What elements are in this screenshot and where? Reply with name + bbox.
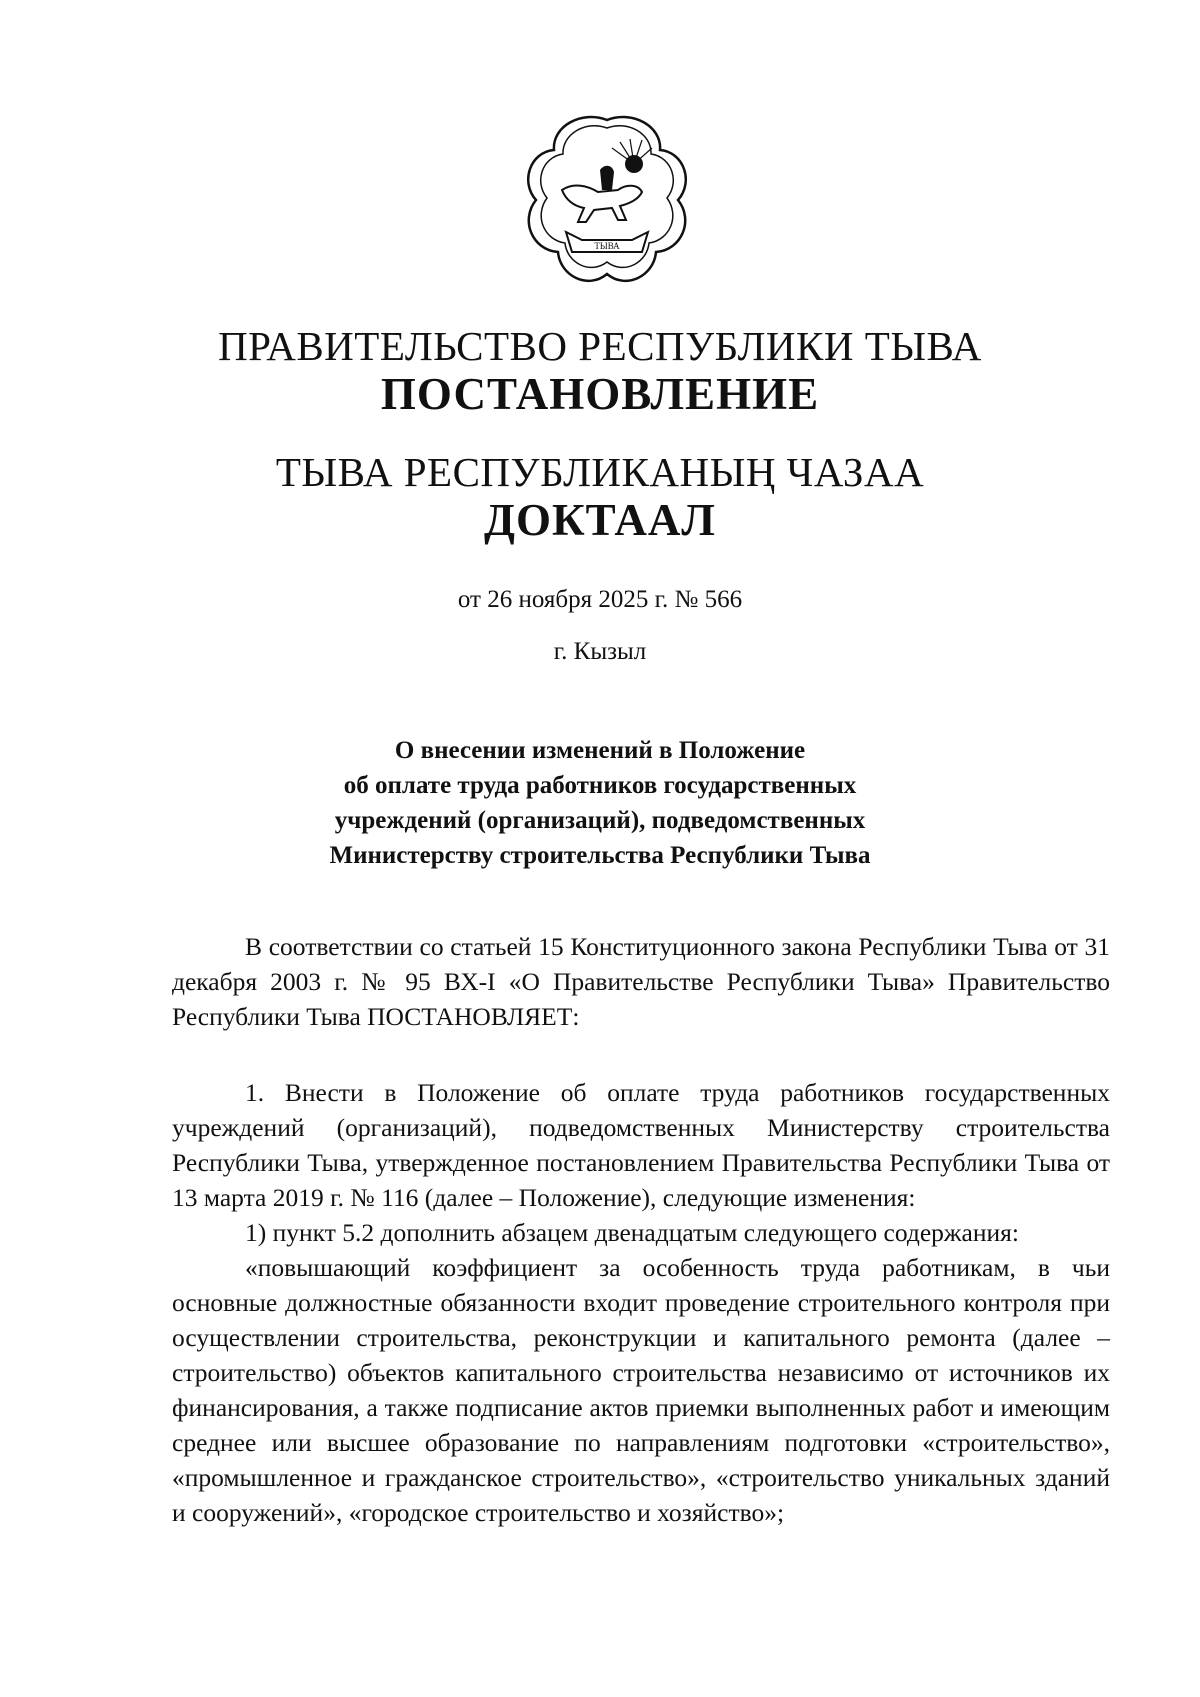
preamble-paragraph: В соответствии со статьей 15 Конституционного закона Республики Тыва от 31 декабря 2003 г. № 95 ВХ-I «О Правительстве Республики Тыва» Правительство Республики Тыва ПОСТАНОВЛЯЕТ: xyxy=(172,932,1110,1031)
title-line: учреждений (организаций), подведомственных xyxy=(334,807,866,834)
svg-text:ТЫВА: ТЫВА xyxy=(594,241,620,251)
document-city: г. Кызыл xyxy=(553,638,647,665)
preamble-block xyxy=(172,929,1110,1034)
tuva-coat-of-arms-icon xyxy=(522,112,692,287)
government-name-ru: ПРАВИТЕЛЬСТВО РЕСПУБЛИКИ ТЫВА xyxy=(218,323,982,369)
resolution-block xyxy=(172,1075,1110,1530)
document-title xyxy=(0,733,1200,873)
quoted-amendment-paragraph: «повышающий коэффициент за особенность труда работникам, в чьи основные должностные обязанности входит проведение строительного контроля при осуществлении строительства, реконструкции и капитального ремонта (далее – строительство) объектов капитального строительства независимо от источников их финансирования, а также подписание актов приемки выполненных работ и имеющим среднее или высшее образование по направлениям подготовки «строительство», «промышленное и гражданское строительство», «строительство уникальных зданий и сооружений», «городское строительство и хозяйство»; xyxy=(172,1253,1110,1527)
item-1-paragraph: 1. Внести в Положение об оплате труда работников государственных учреждений (организаций), подведомственных Министерству строительства Республики Тыва, утвержденное постановлением Правительства Республики Тыва от 13 марта 2019 г. № 116 (далее – Положение), следующие изменения: xyxy=(172,1078,1110,1212)
title-line: Министерству строительства Республики Тыва xyxy=(329,842,871,869)
subitem-1-paragraph: 1) пункт 5.2 дополнить абзацем двенадцатым следующего содержания: xyxy=(245,1218,1019,1247)
government-name-tv: ТЫВА РЕСПУБЛИКАНЫҢ ЧАЗАА xyxy=(275,449,925,495)
document-type-tv: ДОКТААЛ xyxy=(484,495,716,545)
document-date-number: от 26 ноября 2025 г. № 566 xyxy=(457,586,743,613)
title-line: О внесении изменений в Положение xyxy=(394,737,806,764)
document-type-ru: ПОСТАНОВЛЕНИЕ xyxy=(380,369,820,419)
title-line: об оплате труда работников государственных xyxy=(343,772,857,799)
